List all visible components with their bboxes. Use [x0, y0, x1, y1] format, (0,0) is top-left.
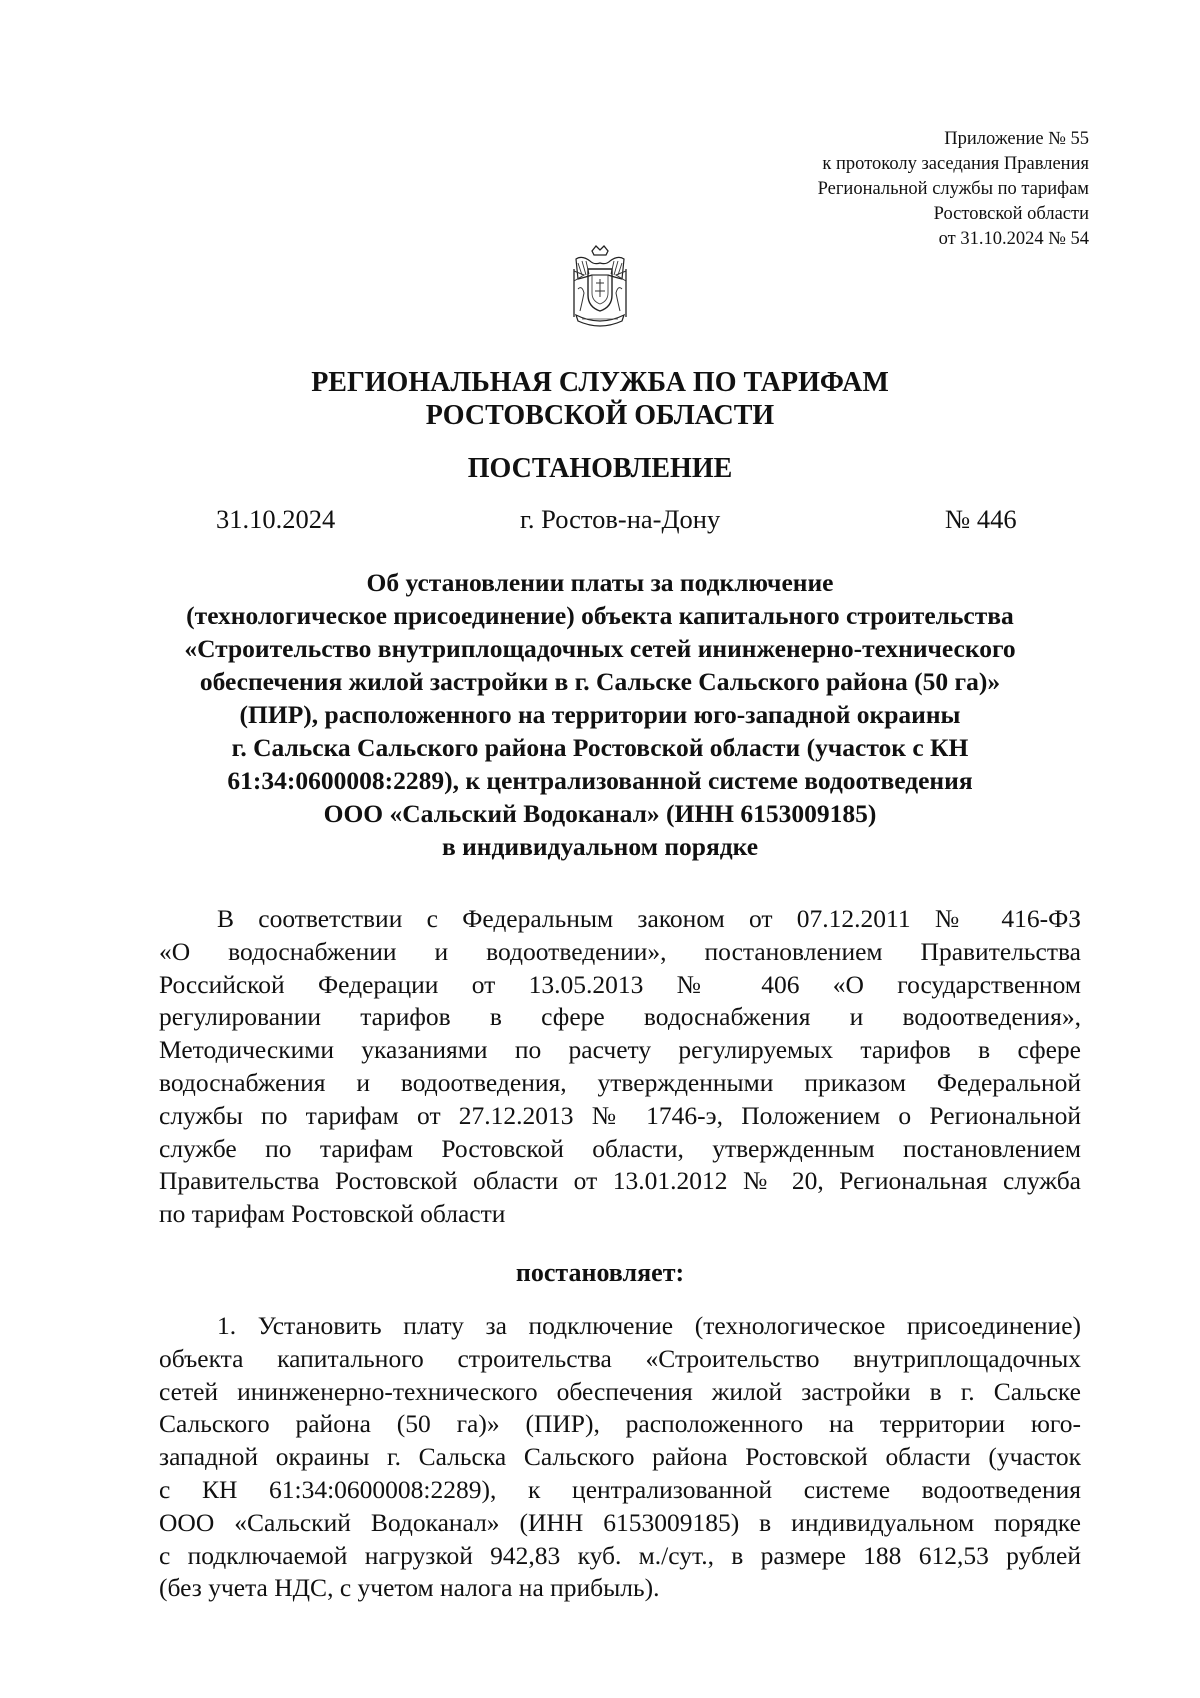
document-type: ПОСТАНОВЛЕНИЕ [467, 453, 733, 484]
title-line: Об установлении платы за подключение [366, 568, 834, 597]
document-title [130, 566, 1070, 863]
preamble-line: регулировании тарифов в сфере водоснабжения и водоотведения», [159, 1002, 1081, 1032]
item-1-line: западной окраины г. Сальска Сальского района Ростовской области (участок [159, 1442, 1081, 1472]
preamble-paragraph [159, 903, 1081, 1231]
appendix-line: Приложение № 55 [944, 129, 1089, 149]
appendix-line: Ростовской области [933, 204, 1089, 224]
preamble-line: Методическими указаниями по расчету регулируемых тарифов в сфере [159, 1035, 1081, 1065]
appendix-line: к протоколу заседания Правления [822, 154, 1089, 174]
document-number: № 446 [945, 504, 1017, 534]
organization-line: РЕГИОНАЛЬНАЯ СЛУЖБА ПО ТАРИФАМ [311, 367, 889, 398]
title-line: ООО «Сальский Водоканал» (ИНН 6153009185) [323, 799, 877, 828]
organization-line: РОСТОВСКОЙ ОБЛАСТИ [425, 400, 775, 431]
appendix-line: от 31.10.2024 № 54 [938, 229, 1089, 249]
document-city: г. Ростов-на-Дону [520, 504, 721, 534]
appendix-note [818, 127, 1089, 252]
item-1-paragraph [159, 1310, 1081, 1605]
item-1-line: с подключаемой нагрузкой 942,83 куб. м./сут., в размере 188 612,53 рублей [159, 1540, 1081, 1570]
preamble-line: водоснабжения и водоотведения, утвержденными приказом Федеральной [159, 1067, 1081, 1097]
preamble-line: Правительства Ростовской области от 13.01.2012 № 20, Региональная служба [159, 1166, 1081, 1196]
organization-name [0, 366, 1200, 432]
title-line: (ПИР), расположенного на территории юго-западной окраины [239, 700, 961, 729]
item-1-line: Сальского района (50 га)» (ПИР), расположенного на территории юго- [159, 1409, 1081, 1439]
decides-heading: постановляет: [515, 1258, 685, 1287]
preamble-line: службе по тарифам Ростовской области, утвержденным постановлением [159, 1133, 1081, 1163]
preamble-line: по тарифам Ростовской области [159, 1199, 506, 1229]
item-1-line: объекта капитального строительства «Строительство внутриплощадочных [159, 1343, 1081, 1373]
title-line: обеспечения жилой застройки в г. Сальске Сальского района (50 га)» [199, 667, 1001, 696]
item-1-line: ООО «Сальский Водоканал» (ИНН 6153009185) в индивидуальном порядке [159, 1507, 1081, 1537]
item-1-line: (без учета НДС, с учетом налога на прибыль). [159, 1573, 660, 1603]
preamble-line: службы по тарифам от 27.12.2013 № 1746-э, Положением о Региональной [159, 1100, 1081, 1130]
document-date: 31.10.2024 [216, 504, 336, 534]
preamble-line: Российской Федерации от 13.05.2013 № 406 «О государственном [159, 969, 1081, 999]
item-1-line: сетей ининженерно-технического обеспечения жилой застройки в г. Сальске [159, 1376, 1081, 1406]
appendix-line: Региональной службы по тарифам [817, 179, 1089, 199]
title-line: 61:34:0600008:2289), к централизованной системе водоотведения [227, 766, 973, 795]
title-line: (технологическое присоединение) объекта капитального строительства [186, 601, 1014, 630]
item-1-line: 1. Установить плату за подключение (технологическое присоединение) [217, 1311, 1081, 1340]
title-line: в индивидуальном порядке [441, 832, 759, 861]
preamble-line: «О водоснабжении и водоотведении», постановлением Правительства [159, 936, 1081, 966]
title-line: г. Сальска Сальского района Ростовской области (участок с КН [231, 733, 969, 762]
coat-of-arms-icon [568, 245, 632, 329]
title-line: «Строительство внутриплощадочных сетей ининженерно-технического [184, 634, 1016, 663]
item-1-line: с КН 61:34:0600008:2289), к централизованной системе водоотведения [159, 1474, 1081, 1504]
preamble-line: В соответствии с Федеральным законом от 07.12.2011 № 416-ФЗ [217, 904, 1081, 933]
